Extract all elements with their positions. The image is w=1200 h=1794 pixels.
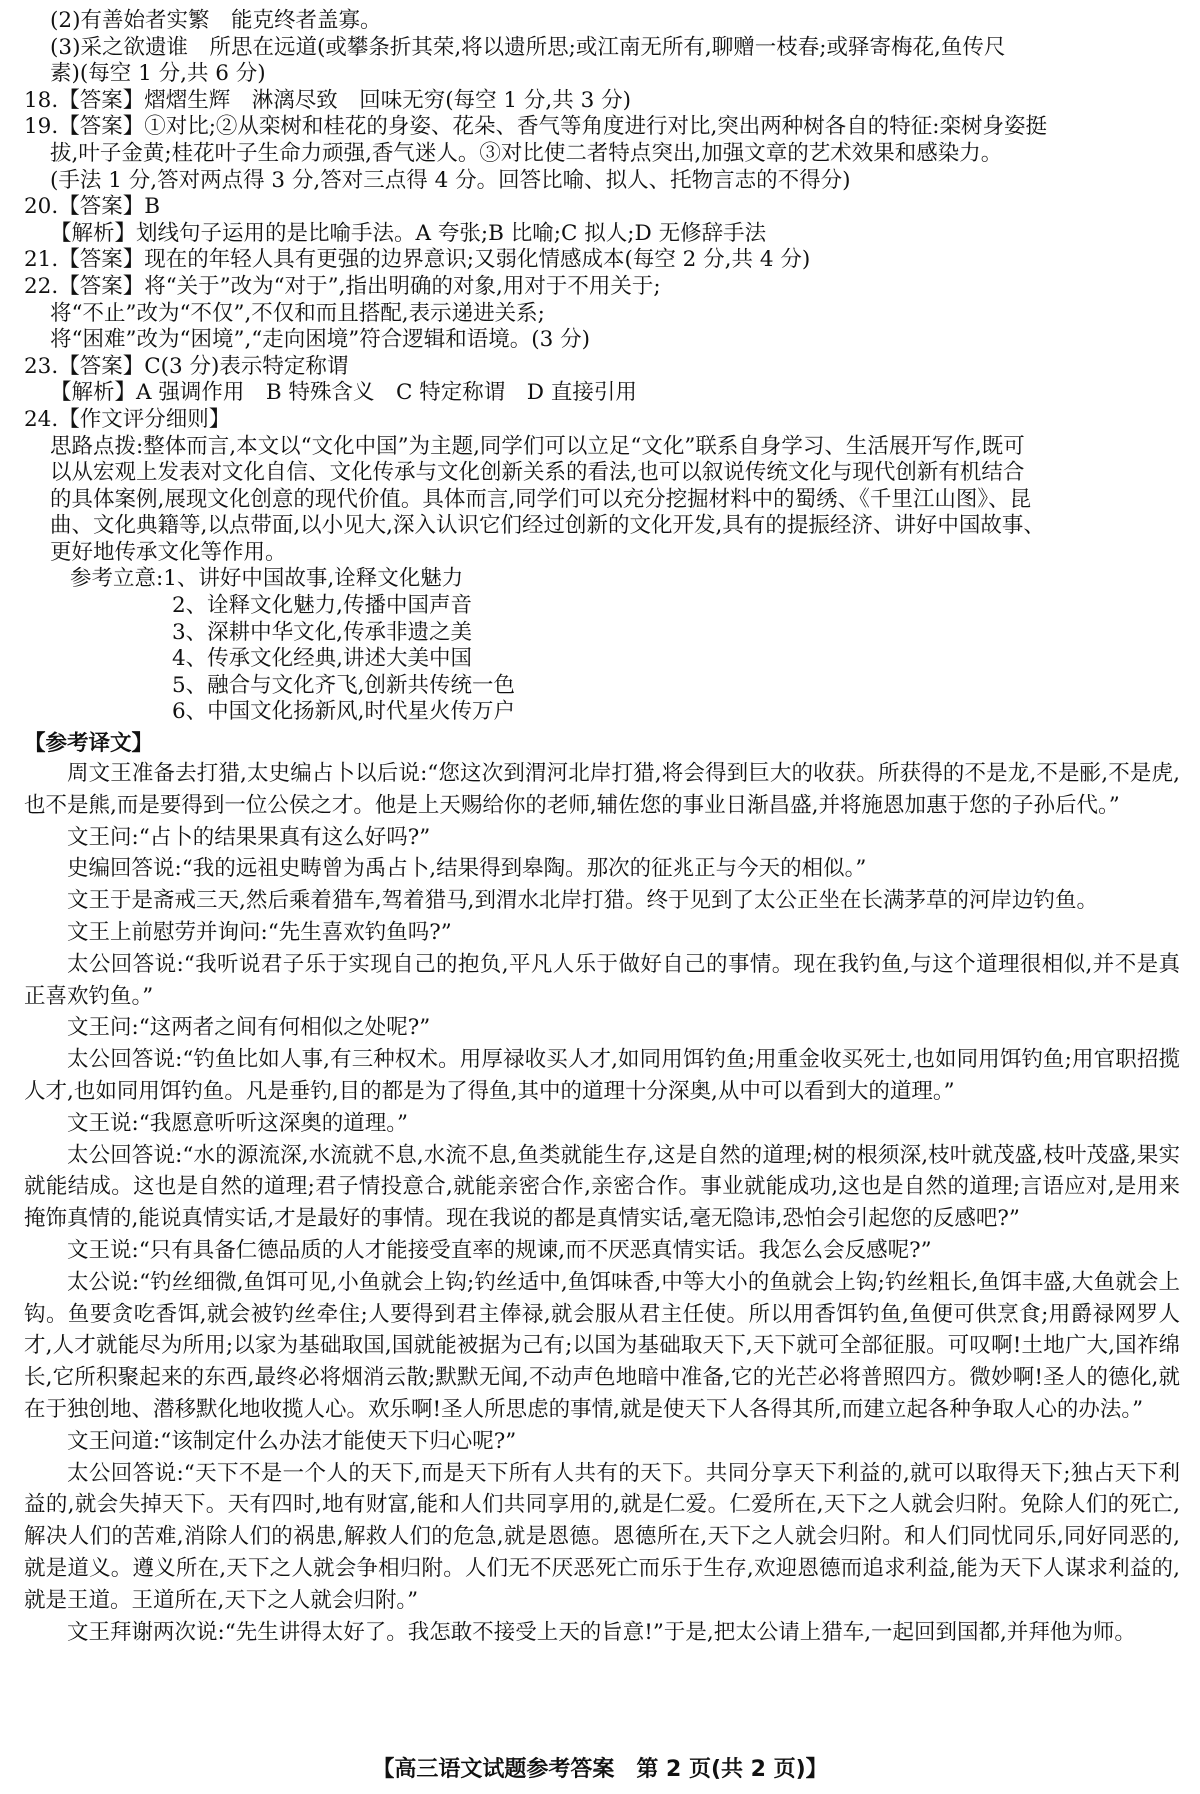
essay-guide-line: 的具体案例,展现文化创意的现代价值。具体而言,同学们可以充分挖掘材料中的蜀绣、《千里江山图》、昆 <box>50 486 1032 512</box>
question-21-answer: 21.【答案】现在的年轻人具有更强的边界意识;又弱化情感成本(每空 2 分,共 4 分) <box>24 247 811 273</box>
translation-paragraph: 太公回答说:“水的源流深,水流就不息,水流不息,鱼类就能生存,这是自然的道理;树的根须深,枝叶就茂盛,枝叶茂盛,果实就能结成。这也是自然的道理;君子情投意合,就能亲密合作,亲密合作。事业就能成功,这也是自然的道理;言语应对,是用来掩饰真情的,能说真情实话,才是最好的事情。现在我说的都是真情实话,毫无隐讳,恐怕会引起您的反感吧?” <box>24 1142 1180 1232</box>
translation-paragraph: 史编回答说:“我的远祖史畴曾为禹占卜,结果得到皋陶。那次的征兆正与今天的相似。” <box>67 856 867 882</box>
answer-line: 拔,叶子金黄;桂花叶子生命力顽强,香气迷人。③对比使二者特点突出,加强文章的艺术效果和感染力。 <box>50 140 1003 166</box>
translation-paragraph: 文王说:“只有具备仁德品质的人才能接受直率的规谏,而不厌恶真情实话。我怎么会反感呢?” <box>67 1237 932 1263</box>
translation-paragraph: 文王问道:“该制定什么办法才能使天下归心呢?” <box>67 1428 517 1454</box>
answer-line: (3)采之欲遗谁 所思在远道(或攀条折其荣,将以遗所思;或江南无所有,聊赠一枝春;或驿寄梅花,鱼传尺 <box>50 34 1006 60</box>
translation-paragraph: 周文王准备去打猎,太史编占卜以后说:“您这次到渭河北岸打猎,将会得到巨大的收获。所获得的不是龙,不是彨,不是虎,也不是熊,而是要得到一位公侯之才。他是上天赐给你的老师,辅佐您的事业日渐昌盛,并将施恩加惠于您的子孙后代。” <box>24 761 1180 818</box>
question-19 <box>24 114 1180 194</box>
question-24 <box>24 407 1180 726</box>
essay-guide-line: 以从宏观上发表对文化自信、文化传承与文化创新关系的看法,也可以叙说传统文化与现代创新有机结合 <box>50 460 1025 486</box>
reference-theme-item: 4、传承文化经典,讲述大美中国 <box>172 646 473 672</box>
answer-line: 19.【答案】①对比;②从栾树和桂花的身姿、花朵、香气等角度进行对比,突出两种树各自的特征:栾树身姿挺 <box>24 114 1048 140</box>
answer-line: (手法 1 分,答对两点得 3 分,答对三点得 4 分。回答比喻、拟人、托物言志的不得分) <box>50 167 851 193</box>
answer-line: (2)有善始者实繁 能克终者盖寡。 <box>50 8 382 33</box>
translation-paragraph: 太公回答说:“钓鱼比如人事,有三种权术。用厚禄收买人才,如同用饵钓鱼;用重金收买死士,也如同用饵钓鱼;用官职招揽人才,也如同用饵钓鱼。凡是垂钓,目的都是为了得鱼,其中的道理十分深奥,从中可以看到大的道理。” <box>24 1047 1180 1104</box>
answer-line: 素)(每空 1 分,共 6 分) <box>50 61 266 87</box>
translation-paragraph: 太公回答说:“我听说君子乐于实现自己的抱负,平凡人乐于做好自己的事情。现在我钓鱼,与这个道理很相似,并不是真正喜欢钓鱼。” <box>24 951 1180 1009</box>
translation-paragraph: 文王于是斋戒三天,然后乘着猎车,驾着猎马,到渭水北岸打猎。终于见到了太公正坐在长满茅草的河岸边钓鱼。 <box>67 888 1099 914</box>
question-23 <box>24 354 1180 407</box>
answer-line: 将“不止”改为“不仅”,不仅和而且搭配,表示递进关系; <box>50 300 545 326</box>
translation-paragraph: 文王问:“这两者之间有何相似之处呢?” <box>67 1015 431 1041</box>
reference-theme-item: 2、诠释文化魅力,传播中国声音 <box>172 593 473 619</box>
analysis-line: 【解析】A 强调作用 B 特殊含义 C 特定称谓 D 直接引用 <box>50 380 637 406</box>
reference-theme-first: 参考立意:1、讲好中国故事,诠释文化魅力 <box>70 566 464 592</box>
translation-paragraph: 太公回答说:“天下不是一个人的天下,而是天下所有人共有的天下。共同分享天下利益的,就可以取得天下;独占天下利益的,就会失掉天下。天有四时,地有财富,能和人们共同享用的,就是仁爱。仁爱所在,天下之人就会归附。免除人们的死亡,解决人们的苦难,消除人们的祸患,解救人们的危急,就是恩德。恩德所在,天下之人就会归附。和人们同忧同乐,同好同恶的,就是道义。遵义所在,天下之人就会争相归附。人们无不厌恶死亡而乐于生存,欢迎恩德而追求利益,能为天下人谋求利益的,就是王道。王道所在,天下之人就会归附。” <box>24 1460 1180 1613</box>
translation-paragraph: 文王问:“占卜的结果果真有这么好吗?” <box>67 824 431 850</box>
page-footer: 【高三语文试题参考答案 第 2 页(共 2 页)】 <box>372 1757 828 1782</box>
translation-paragraph: 文王拜谢两次说:“先生讲得太好了。我怎敢不接受上天的旨意!”于是,把太公请上猎车,一起回到国都,并拜他为师。 <box>67 1619 1136 1645</box>
essay-guide-line: 更好地传承文化等作用。 <box>50 539 287 565</box>
answers-top <box>24 8 1180 88</box>
essay-guide-line: 曲、文化典籍等,以点带面,以小见大,深入认识它们经过创新的文化开发,具有的提振经济、讲好中国故事、 <box>50 513 1045 539</box>
answer-line: 将“困难”改为“困境”,“走向困境”符合逻辑和语境。(3 分) <box>50 327 591 353</box>
essay-guide-line: 思路点拨:整体而言,本文以“文化中国”为主题,同学们可以立足“文化”联系自身学习、生活展开写作,既可 <box>50 433 1025 459</box>
translation-paragraph: 文王说:“我愿意听听这深奥的道理。” <box>67 1110 408 1136</box>
question-22 <box>24 274 1180 354</box>
answer-line: 20.【答案】B <box>24 194 160 220</box>
question-20 <box>24 194 1180 247</box>
translation-paragraph: 文王上前慰劳并询问:“先生喜欢钓鱼吗?” <box>67 920 452 946</box>
question-24-title: 24.【作文评分细则】 <box>24 406 231 432</box>
question-18-answer: 18.【答案】熠熠生辉 淋漓尽致 回味无穷(每空 1 分,共 3 分) <box>24 87 631 113</box>
analysis-line: 【解析】划线句子运用的是比喻手法。A 夸张;B 比喻;C 拟人;D 无修辞手法 <box>50 220 767 246</box>
answer-line: 22.【答案】将“关于”改为“对于”,指出明确的对象,用对于不用关于; <box>24 273 661 299</box>
reference-theme-item: 3、深耕中华文化,传承非遗之美 <box>172 619 473 645</box>
translation-paragraph: 太公说:“钓丝细微,鱼饵可见,小鱼就会上钩;钓丝适中,鱼饵味香,中等大小的鱼就会上钩;钓丝粗长,鱼饵丰盛,大鱼就会上钩。鱼要贪吃香饵,就会被钓丝牵住;人要得到君主俸禄,就会服从君主任使。所以用香饵钓鱼,鱼便可供烹食;用爵禄网罗人才,人才就能尽为所用;以家为基础取国,国就能被据为己有;以国为基础取天下,天下就可全部征服。可叹啊!土地广大,国祚绵长,它所积聚起来的东西,最终必将烟消云散;默默无闻,不动声色地暗中准备,它的光芒必将普照四方。微妙啊!圣人的德化,就在于独创地、潜移默化地收揽人心。欢乐啊!圣人所思虑的事情,就是使天下人各得其所,而建立起各种争取人心的办法。” <box>24 1269 1180 1422</box>
reference-translation <box>24 730 1180 1648</box>
answer-line: 23.【答案】C(3 分)表示特定称谓 <box>24 353 349 379</box>
translation-title: 【参考译文】 <box>24 731 154 757</box>
reference-theme-item: 5、融合与文化齐飞,创新共传统一色 <box>172 672 516 698</box>
answer-sheet-page <box>24 8 1180 1648</box>
reference-theme-item: 6、中国文化扬新风,时代星火传万户 <box>172 699 516 725</box>
